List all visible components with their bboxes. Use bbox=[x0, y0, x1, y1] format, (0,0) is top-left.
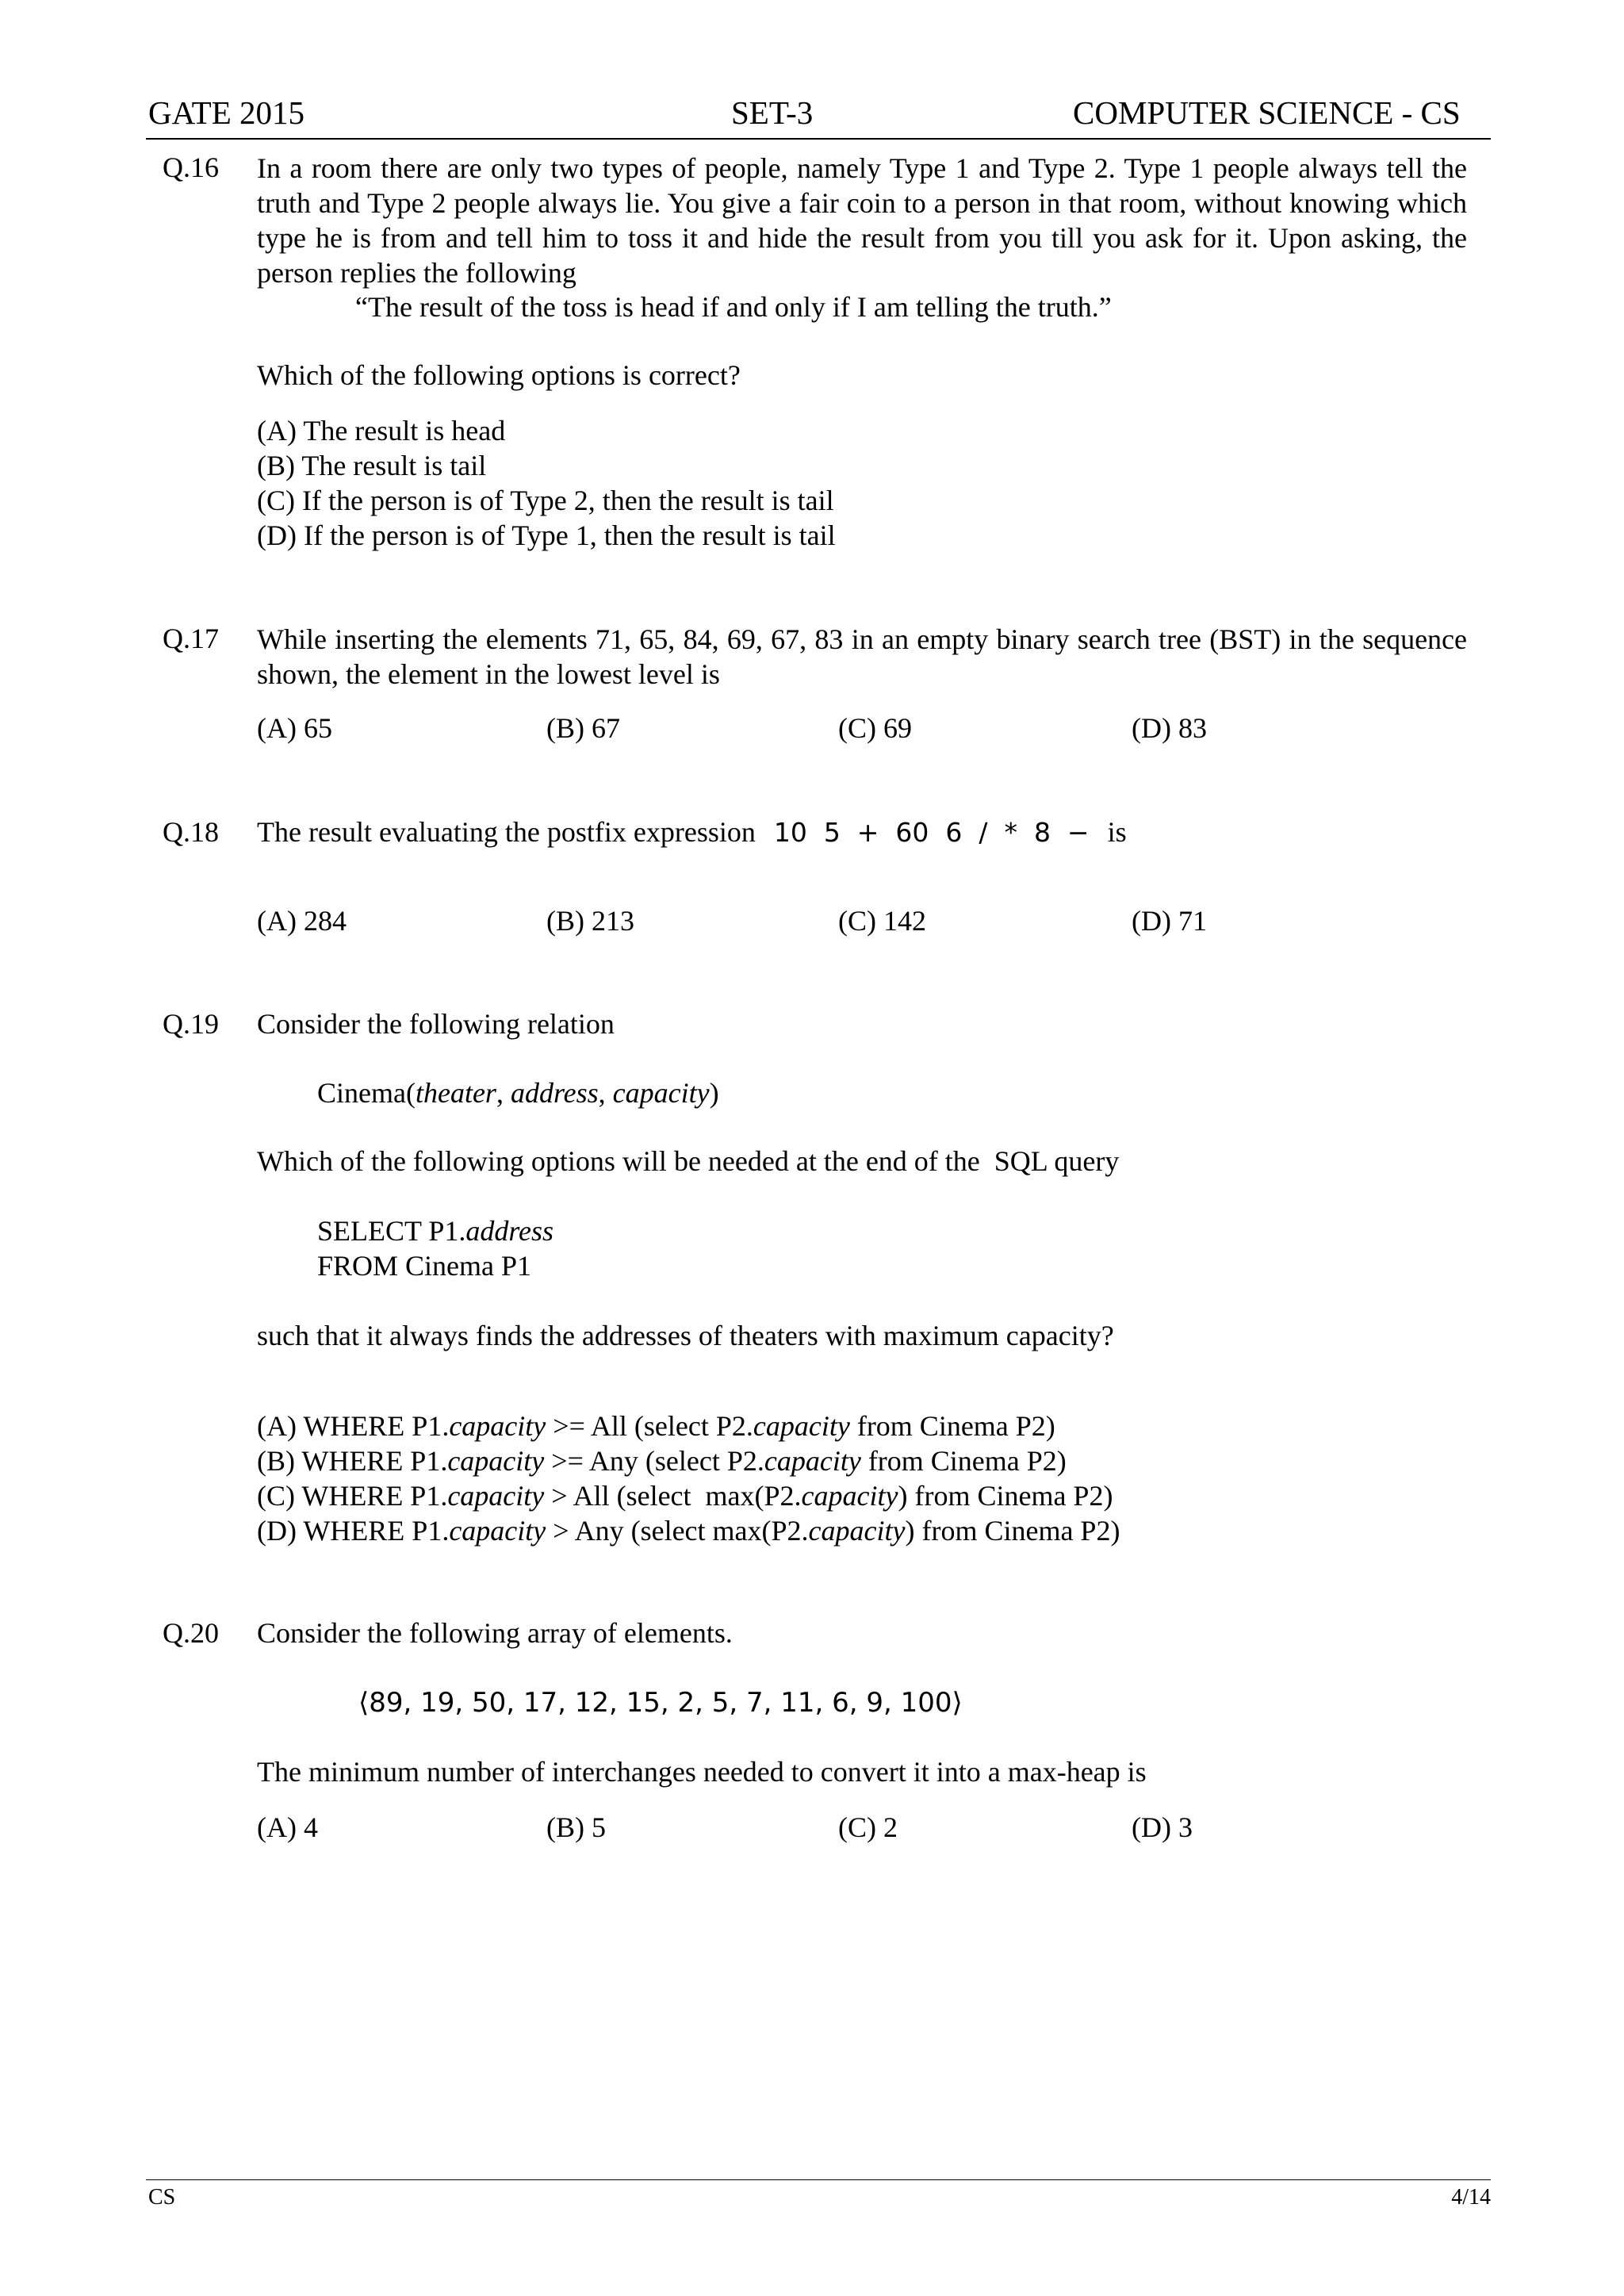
q20-option-b: (B) 5 bbox=[546, 1811, 606, 1843]
attr-theater: theater bbox=[415, 1077, 496, 1109]
opt-part: >= Any (select P2. bbox=[544, 1445, 764, 1477]
opt-part: (B) WHERE P1. bbox=[257, 1445, 448, 1477]
q16-quote: “The result of the toss is head if and only if I am telling the truth.” bbox=[355, 291, 1112, 323]
sep: , bbox=[496, 1077, 511, 1109]
opt-part: > All (select max(P2. bbox=[544, 1480, 802, 1512]
footer-rule bbox=[146, 2179, 1491, 2180]
opt-part: >= All (select P2. bbox=[546, 1410, 753, 1442]
q16-option-d: (D) If the person is of Type 1, then the result is tail bbox=[257, 519, 836, 551]
q19-number: Q.19 bbox=[163, 1008, 219, 1040]
sql-select: SELECT P1. bbox=[317, 1215, 466, 1247]
opt-attr: capacity bbox=[447, 1480, 545, 1512]
q19-options bbox=[257, 1409, 1120, 1548]
q20-number: Q.20 bbox=[163, 1617, 219, 1649]
q20-intro: Consider the following array of elements. bbox=[257, 1617, 733, 1649]
attr-capacity: capacity bbox=[612, 1077, 710, 1109]
opt-attr: capacity bbox=[753, 1410, 850, 1442]
sql-select-attr: address bbox=[465, 1215, 554, 1247]
q16-option-c: (C) If the person is of Type 2, then the result is tail bbox=[257, 485, 834, 516]
q20-array: ⟨89, 19, 50, 17, 12, 15, 2, 5, 7, 11, 6, 9, 100⟩ bbox=[358, 1687, 963, 1719]
sep: , bbox=[598, 1077, 613, 1109]
q20-prompt: The minimum number of interchanges needed to convert it into a max-heap is bbox=[257, 1756, 1147, 1788]
q20-option-d: (D) 3 bbox=[1132, 1811, 1193, 1843]
q19-relation bbox=[317, 1076, 719, 1110]
q19-option-c bbox=[257, 1478, 1120, 1513]
opt-part: from Cinema P2) bbox=[849, 1410, 1055, 1442]
q18-text-before: The result evaluating the postfix expression bbox=[257, 816, 756, 848]
q19-intro: Consider the following relation bbox=[257, 1008, 615, 1040]
q18-text bbox=[257, 815, 1127, 849]
opt-attr: capacity bbox=[449, 1410, 546, 1442]
q16-text: In a room there are only two types of people, namely Type 1 and Type 2. Type 1 people always tell the truth and Type 2 people always lie. You give a fair coin to a person in that room, without knowing which type he is from and tell him to toss it and hide the result from you till you ask for it. Upon asking, the person replies the following bbox=[257, 152, 1467, 289]
opt-attr: capacity bbox=[447, 1445, 545, 1477]
q18-expression: 10 5 + 60 6 / * 8 − bbox=[773, 817, 1090, 848]
q19-prompt: Which of the following options will be needed at the end of the SQL query bbox=[257, 1145, 1120, 1177]
header-rule bbox=[146, 138, 1491, 140]
q16-number: Q.16 bbox=[163, 151, 219, 183]
q18-option-d: (D) 71 bbox=[1132, 905, 1207, 937]
q17-option-c: (C) 69 bbox=[838, 712, 912, 744]
q19-sql-select bbox=[317, 1214, 553, 1248]
q18-option-c: (C) 142 bbox=[838, 905, 926, 937]
q17-option-a: (A) 65 bbox=[257, 712, 332, 744]
opt-part: ) from Cinema P2) bbox=[905, 1515, 1120, 1547]
q17-option-d: (D) 83 bbox=[1132, 712, 1207, 744]
opt-part: (C) WHERE P1. bbox=[257, 1480, 448, 1512]
footer-subject-code: CS bbox=[148, 2185, 176, 2210]
opt-attr: capacity bbox=[808, 1515, 906, 1547]
header-exam: GATE 2015 bbox=[148, 94, 305, 131]
attr-address: address bbox=[510, 1077, 599, 1109]
header-set: SET-3 bbox=[731, 94, 814, 131]
q20-option-c: (C) 2 bbox=[838, 1811, 898, 1843]
q18-text-after: is bbox=[1107, 816, 1127, 848]
opt-part: > Any (select max(P2. bbox=[546, 1515, 809, 1547]
q17-text: While inserting the elements 71, 65, 84, 69, 67, 83 in an empty binary search tree (BST) in the sequence shown, the element in the lowest level is bbox=[257, 623, 1467, 690]
opt-attr: capacity bbox=[449, 1515, 546, 1547]
page-number: 4/14 bbox=[1451, 2185, 1491, 2210]
opt-part: ) from Cinema P2) bbox=[898, 1480, 1113, 1512]
q19-option-a bbox=[257, 1409, 1120, 1443]
q16-option-a: (A) The result is head bbox=[257, 415, 506, 447]
opt-part: from Cinema P2) bbox=[860, 1445, 1067, 1477]
relation-name: Cinema( bbox=[317, 1077, 416, 1109]
q18-number: Q.18 bbox=[163, 816, 219, 848]
q17-option-b: (B) 67 bbox=[546, 712, 620, 744]
q20-option-a: (A) 4 bbox=[257, 1811, 318, 1843]
opt-attr: capacity bbox=[764, 1445, 861, 1477]
q19-followup: such that it always finds the addresses of theaters with maximum capacity? bbox=[257, 1320, 1114, 1351]
q19-option-d bbox=[257, 1513, 1120, 1548]
q16-option-b: (B) The result is tail bbox=[257, 450, 487, 481]
opt-attr: capacity bbox=[801, 1480, 898, 1512]
opt-part: (D) WHERE P1. bbox=[257, 1515, 450, 1547]
q19-option-b bbox=[257, 1443, 1120, 1478]
header-subject: COMPUTER SCIENCE - CS bbox=[1073, 94, 1461, 131]
q19-sql-from: FROM Cinema P1 bbox=[317, 1250, 532, 1282]
opt-part: (A) WHERE P1. bbox=[257, 1410, 450, 1442]
q18-option-b: (B) 213 bbox=[546, 905, 634, 937]
q18-option-a: (A) 284 bbox=[257, 905, 347, 937]
q16-options bbox=[257, 413, 836, 553]
relation-close: ) bbox=[709, 1077, 719, 1109]
q16-prompt: Which of the following options is correct? bbox=[257, 359, 741, 391]
q17-number: Q.17 bbox=[163, 623, 219, 654]
